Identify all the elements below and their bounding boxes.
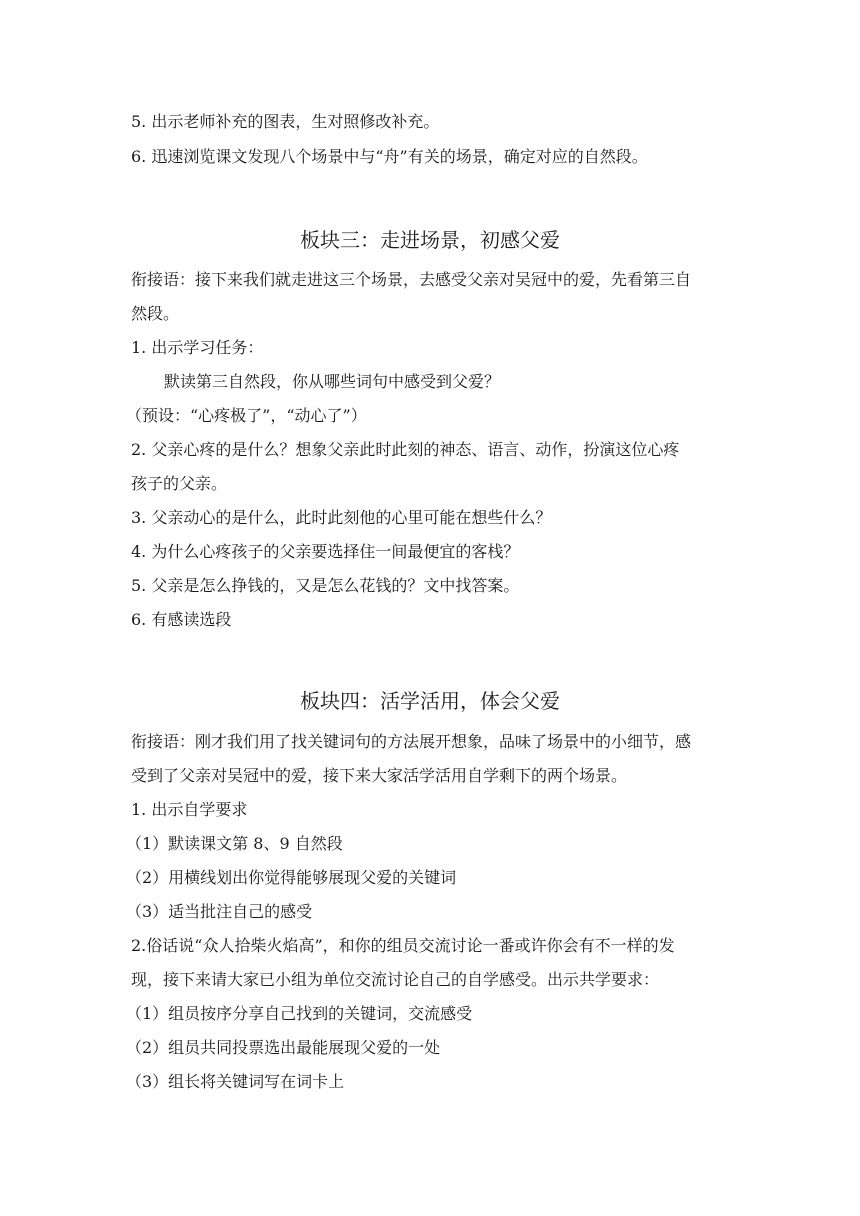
sub-item: （2）用横线划出你觉得能够展现父爱的关键词 [126,868,457,887]
preset-text: （预设：“心疼极了”，“动心了”） [126,406,367,425]
list-item: 现，接下来请大家已小组为单位交流讨论自己的自学感受。出示共学要求： [131,970,660,989]
bridge-text: 衔接语：刚才我们用了找关键词句的方法展开想象，品味了场景中的小细节，感 [131,732,692,751]
list-item: 2.俗话说“众人拾柴火焰高”，和你的组员交流讨论一番或许你会有不一样的发 [131,936,675,955]
list-item: 6. 有感读选段 [131,610,232,629]
bridge-text: 受到了父亲对吴冠中的爱，接下来大家活学活用自学剩下的两个场景。 [131,766,628,785]
list-item: 3. 父亲动心的是什么，此时此刻他的心里可能在想些什么？ [131,508,552,527]
sub-item: （3）组长将关键词写在词卡上 [126,1072,345,1091]
list-item: 4. 为什么心疼孩子的父亲要选择住一间最便宜的客栈？ [131,542,520,561]
task-text: 默读第三自然段，你从哪些词句中感受到父爱？ [164,372,501,391]
list-item: 2. 父亲心疼的是什么？想象父亲此时此刻的神态、语言、动作，扮演这位心疼 [131,440,680,459]
list-item: 6. 迅速浏览课文发现八个场景中与“舟”有关的场景，确定对应的自然段。 [131,147,648,166]
sub-item: （3）适当批注自己的感受 [126,902,313,921]
sub-item: （2）组员共同投票选出最能展现父爱的一处 [126,1038,441,1057]
list-item: 5. 父亲是怎么挣钱的，又是怎么花钱的？文中找答案。 [131,576,520,595]
section-heading: 板块四：活学活用，体会父爱 [300,689,560,713]
bridge-text: 然段。 [131,304,180,323]
bridge-text: 衔接语：接下来我们就走进这三个场景，去感受父亲对吴冠中的爱，先看第三自 [131,270,692,289]
list-item: 1. 出示自学要求 [131,800,248,819]
list-item: 孩子的父亲。 [131,474,228,493]
list-item: 5. 出示老师补充的图表，生对照修改补充。 [131,112,440,131]
sub-item: （1）默读课文第 8、9 自然段 [126,834,343,853]
section-heading: 板块三：走进场景，初感父爱 [300,228,560,252]
list-item: 1. 出示学习任务： [131,338,264,357]
sub-item: （1）组员按序分享自己找到的关键词，交流感受 [126,1004,473,1023]
